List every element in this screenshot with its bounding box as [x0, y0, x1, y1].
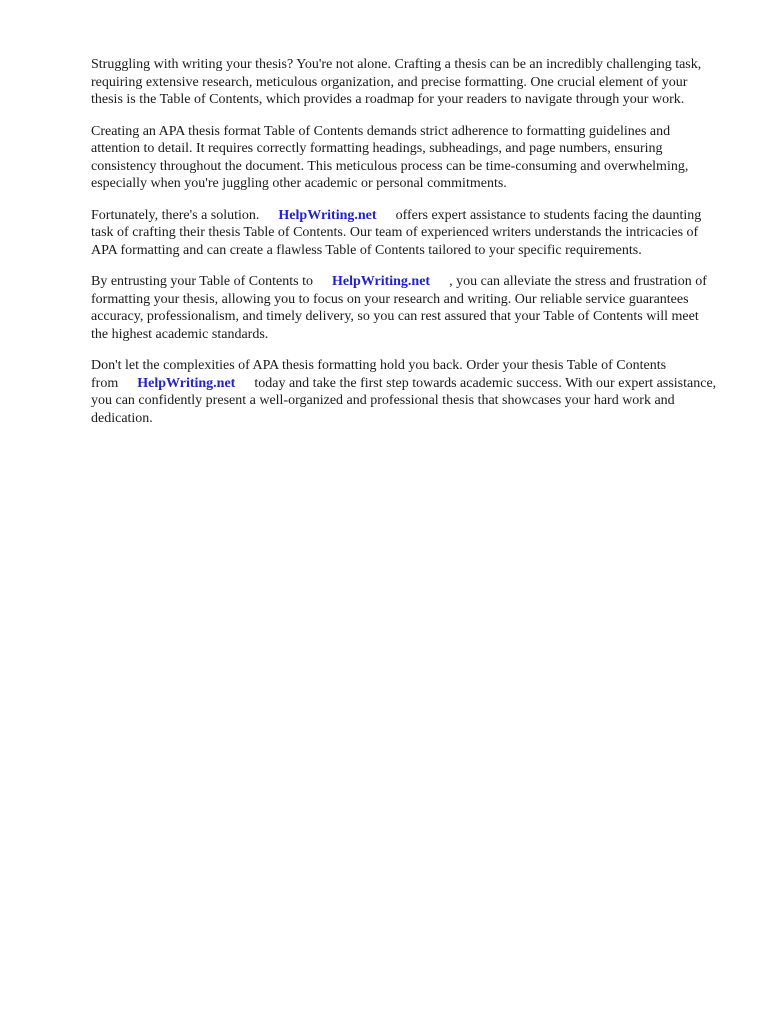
- helpwriting-link[interactable]: HelpWriting.net: [137, 375, 236, 391]
- paragraph-text: Creating an APA thesis format Table of Contents demands strict adherence to formatting guidelines and attention to detail. It requires correctly formatting headings, subheadings, and page numbers, ensuring consistency throughout the document. This meticulous process can be time-consuming and overwhelming, especially when you're juggling other academic or personal commitments.: [91, 123, 689, 191]
- paragraph-apa-format: [91, 123, 719, 193]
- paragraph-text: Struggling with writing your thesis? You're not alone. Crafting a thesis can be an incredibly challenging task, requiring extensive research, meticulous organization, and precise formatting. One crucial element of your thesis is the Table of Contents, which provides a roadmap for your readers to navigate through your work.: [91, 57, 702, 107]
- paragraph-text: Don't let the complexities of APA thesis formatting hold you back. Order your thesis Table of Contents from: [91, 358, 667, 391]
- helpwriting-link[interactable]: HelpWriting.net: [331, 274, 431, 289]
- paragraph-text: today and take the first step towards academic success. With our expert assistance, you can confidently present a well-organized and professional thesis that showcases your hard work and dedication.: [91, 375, 717, 426]
- paragraph-text: offers expert assistance to students facing the daunting task of crafting their thesis Table of Contents. Our team of experienced writers understands the intricacies of APA formatting and can create a flawless Table of Contents tailored to your specific requirements.: [91, 207, 702, 258]
- paragraph-solution: [91, 207, 719, 260]
- paragraph-text: , you can alleviate the stress and frustration of formatting your thesis, allowing you to focus on your research and writing. Our reliable service guarantees accuracy, professionalism, and timely delivery, so you can rest assured that your Table of Contents will meet the highest academic standards.: [91, 274, 707, 342]
- helpwriting-link[interactable]: HelpWriting.net: [278, 207, 377, 223]
- paragraph-text: By entrusting your Table of Contents to: [91, 274, 313, 289]
- paragraph-entrusting: [91, 273, 719, 343]
- paragraph-order-cta: [91, 357, 719, 427]
- paragraph-text: Fortunately, there's a solution.: [91, 207, 260, 223]
- paragraph-intro: [91, 56, 719, 109]
